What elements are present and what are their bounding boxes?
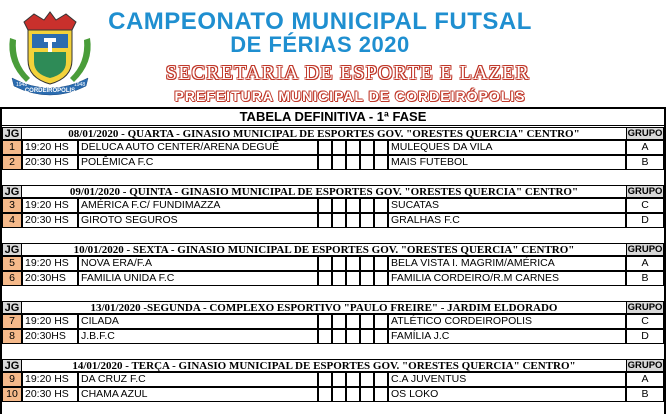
jg-column-header: JG [2, 243, 22, 256]
game-number: 4 [2, 213, 22, 228]
home-team: AMÉRICA F.C/ FUNDIMAZZA [78, 198, 318, 213]
group-letter: A [626, 256, 664, 271]
game-time: 19:20 HS [22, 140, 78, 155]
table-title: TABELA DEFINITIVA - 1ª FASE [2, 107, 664, 126]
group-letter: A [626, 372, 664, 387]
score-cell [360, 155, 374, 170]
match-day-header [2, 243, 664, 256]
home-team: DA CRUZ F.C [78, 372, 318, 387]
score-cell [360, 314, 374, 329]
game-time: 19:20 HS [22, 314, 78, 329]
group-letter: C [626, 314, 664, 329]
group-letter: D [626, 213, 664, 228]
score-cell [374, 155, 388, 170]
match-day-info: 08/01/2020 - QUARTA - GINASIO MUNICIPAL DE ESPORTES GOV. "ORESTES QUERCIA" CENTRO" [22, 127, 626, 140]
match-day-header [2, 127, 664, 140]
score-separator [346, 155, 360, 170]
score-cell [374, 140, 388, 155]
game-number: 5 [2, 256, 22, 271]
away-team: MULEQUES DA VILA [388, 140, 626, 155]
game-time: 19:20 HS [22, 372, 78, 387]
grupo-column-header: GRUPO [627, 128, 663, 139]
away-team: BELA VISTA I. MAGRIM/AMÉRICA [388, 256, 626, 271]
group-letter: B [626, 155, 664, 170]
home-team: POLÊMICA F.C [78, 155, 318, 170]
game-row [2, 140, 664, 155]
game-row [2, 314, 664, 329]
score-cell [318, 271, 332, 286]
game-time: 20:30 HS [22, 155, 78, 170]
score-cell [374, 329, 388, 344]
municipal-crest-icon [4, 8, 96, 98]
score-cell [332, 155, 346, 170]
score-separator [346, 198, 360, 213]
game-number: 2 [2, 155, 22, 170]
score-cell [318, 140, 332, 155]
jg-column-header: JG [2, 185, 22, 198]
match-day-info: 10/01/2020 - SEXTA - GINASIO MUNICIPAL DE ESPORTES GOV. "ORESTES QUERCIA" CENTRO" [22, 243, 626, 256]
secretaria-banner: SECRETARIA DE ESPORTE E LAZER [165, 62, 531, 84]
game-row [2, 256, 664, 271]
grupo-column-header: GRUPO [627, 302, 663, 313]
score-cell [318, 155, 332, 170]
score-cell [318, 372, 332, 387]
crest-year-left: 1948 [16, 82, 28, 88]
game-row [2, 387, 664, 402]
score-cell [332, 271, 346, 286]
jg-column-header: JG [2, 359, 22, 372]
crest-year-right: 1948 [74, 82, 86, 88]
score-cell [360, 271, 374, 286]
score-cell [332, 314, 346, 329]
game-row [2, 372, 664, 387]
score-cell [318, 314, 332, 329]
game-number: 6 [2, 271, 22, 286]
score-cell [360, 372, 374, 387]
grupo-column-header: GRUPO [627, 244, 663, 255]
score-separator [346, 271, 360, 286]
game-time: 19:20 HS [22, 256, 78, 271]
score-cell [374, 198, 388, 213]
championship-title: CAMPEONATO MUNICIPAL FUTSAL [108, 8, 532, 35]
away-team: SUCATAS [388, 198, 626, 213]
crest-town-name: CORDEIRÓPOLIS [24, 88, 76, 94]
home-team: CILADA [78, 314, 318, 329]
score-cell [360, 387, 374, 402]
game-time: 20:30HS [22, 329, 78, 344]
score-cell [332, 213, 346, 228]
grupo-column-header: GRUPO [627, 360, 663, 371]
home-team: NOVA ERA/F.A [78, 256, 318, 271]
home-team: J.B.F.C [78, 329, 318, 344]
score-cell [318, 329, 332, 344]
game-number: 10 [2, 387, 22, 402]
match-day-info: 14/01/2020 - TERÇA - GINASIO MUNICIPAL DE ESPORTES GOV. "ORESTES QUERCIA" CENTRO" [22, 359, 626, 372]
game-time: 20:30 HS [22, 387, 78, 402]
home-team: GIROTO SEGUROS [78, 213, 318, 228]
game-time: 20:30 HS [22, 213, 78, 228]
away-team: GRALHAS F.C [388, 213, 626, 228]
score-cell [318, 256, 332, 271]
score-cell [360, 213, 374, 228]
away-team: ATLÉTICO CORDEIROPOLIS [388, 314, 626, 329]
jg-column-header: JG [2, 301, 22, 314]
home-team: FAMILIA UNIDA F.C [78, 271, 318, 286]
score-cell [360, 256, 374, 271]
score-cell [332, 256, 346, 271]
score-separator [346, 140, 360, 155]
score-cell [332, 198, 346, 213]
score-cell [374, 213, 388, 228]
match-day-header [2, 185, 664, 198]
away-team: C.A JUVENTUS [388, 372, 626, 387]
prefeitura-banner: PREFEITURA MUNICIPAL DE CORDEIRÓPOLIS [174, 88, 526, 104]
away-team: FAMILIA CORDEIRO/R.M CARNES [388, 271, 626, 286]
score-cell [318, 387, 332, 402]
match-day-info: 13/01/2020 -SEGUNDA - COMPLEXO ESPORTIVO "PAULO FREIRE" - JARDIM ELDORADO [22, 301, 626, 314]
score-cell [374, 314, 388, 329]
match-day-header [2, 301, 664, 314]
score-cell [374, 271, 388, 286]
group-letter: A [626, 140, 664, 155]
championship-subtitle: DE FÉRIAS 2020 [230, 32, 410, 57]
group-letter: B [626, 387, 664, 402]
game-time: 19:20 HS [22, 198, 78, 213]
score-cell [318, 198, 332, 213]
score-cell [374, 387, 388, 402]
game-row [2, 213, 664, 228]
schedule-table [0, 107, 666, 414]
away-team: MAIS FUTEBOL [388, 155, 626, 170]
game-number: 7 [2, 314, 22, 329]
game-number: 8 [2, 329, 22, 344]
score-cell [374, 256, 388, 271]
game-number: 9 [2, 372, 22, 387]
page-header [0, 0, 666, 108]
score-cell [360, 140, 374, 155]
match-day-header [2, 359, 664, 372]
game-time: 20:30HS [22, 271, 78, 286]
score-separator [346, 329, 360, 344]
score-separator [346, 256, 360, 271]
home-team: CHAMA AZUL [78, 387, 318, 402]
game-row [2, 271, 664, 286]
game-number: 3 [2, 198, 22, 213]
score-separator [346, 372, 360, 387]
away-team: OS LOKO [388, 387, 626, 402]
group-letter: B [626, 271, 664, 286]
score-cell [374, 372, 388, 387]
jg-column-header: JG [2, 127, 22, 140]
game-row [2, 329, 664, 344]
game-row [2, 198, 664, 213]
score-cell [332, 329, 346, 344]
home-team: DELUCA AUTO CENTER/ARENA DEGUÊ [78, 140, 318, 155]
group-letter: C [626, 198, 664, 213]
score-cell [360, 329, 374, 344]
score-cell [318, 213, 332, 228]
away-team: FAMÍLIA J.C [388, 329, 626, 344]
score-cell [332, 372, 346, 387]
game-row [2, 155, 664, 170]
group-letter: D [626, 329, 664, 344]
score-separator [346, 314, 360, 329]
score-cell [360, 198, 374, 213]
game-number: 1 [2, 140, 22, 155]
score-cell [332, 387, 346, 402]
score-cell [332, 140, 346, 155]
score-separator [346, 213, 360, 228]
match-day-info: 09/01/2020 - QUINTA - GINASIO MUNICIPAL DE ESPORTES GOV. "ORESTES QUERCIA" CENTRO" [22, 185, 626, 198]
score-separator [346, 387, 360, 402]
grupo-column-header: GRUPO [627, 186, 663, 197]
